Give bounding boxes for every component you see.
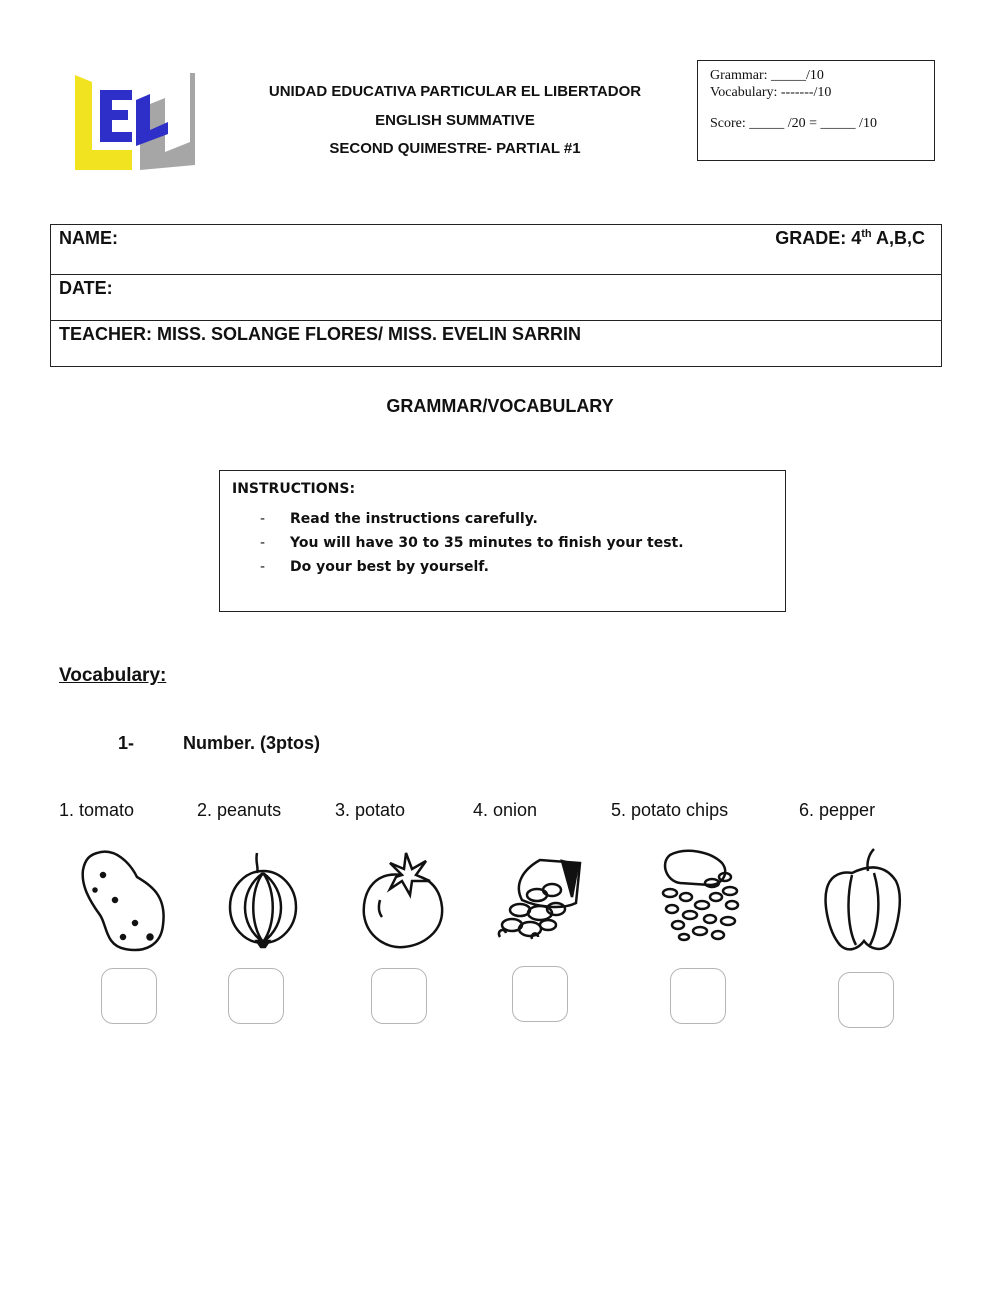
pepper-icon xyxy=(812,845,912,955)
subject-title: ENGLISH SUMMATIVE xyxy=(375,112,535,129)
tomato-icon xyxy=(352,845,452,955)
grammar-score[interactable]: Grammar: _____/10 xyxy=(710,68,824,83)
total-score[interactable]: Score: _____ /20 = _____ /10 xyxy=(710,116,877,131)
date-label: DATE: xyxy=(59,278,113,298)
instructions-title: INSTRUCTIONS: xyxy=(232,481,356,497)
peanuts-icon xyxy=(650,845,750,955)
potato-icon xyxy=(75,845,175,955)
period-title: SECOND QUIMESTRE- PARTIAL #1 xyxy=(329,140,581,157)
svg-text:EL: EL xyxy=(120,180,122,181)
question-number: 1- xyxy=(118,733,135,753)
answer-box-1[interactable] xyxy=(101,968,157,1024)
instruction-item: - You will have 30 to 35 minutes to finish your test. xyxy=(260,535,684,551)
teacher-row xyxy=(51,321,941,366)
instructions-box xyxy=(219,470,786,612)
instruction-item: - Do your best by yourself. xyxy=(260,559,489,575)
word-potato-chips: 5. potato chips xyxy=(611,800,729,820)
school-logo xyxy=(70,70,195,181)
answer-box-3[interactable] xyxy=(371,968,427,1024)
date-row[interactable] xyxy=(51,275,941,321)
onion-icon xyxy=(215,845,315,955)
word-onion: 4. onion xyxy=(473,800,538,820)
answer-box-2[interactable] xyxy=(228,968,284,1024)
score-box xyxy=(697,60,935,161)
word-tomato: 1. tomato xyxy=(59,800,135,820)
teacher-label: TEACHER: MISS. SOLANGE FLORES/ MISS. EVELIN SARRIN xyxy=(59,324,582,344)
word-pepper: 6. pepper xyxy=(799,800,876,820)
name-label: NAME: xyxy=(59,228,118,248)
word-peanuts: 2. peanuts xyxy=(197,800,282,820)
potato-chips-icon xyxy=(492,845,592,955)
student-info-table xyxy=(50,224,942,367)
vocabulary-heading: Vocabulary: xyxy=(59,665,167,686)
word-potato: 3. potato xyxy=(335,800,406,820)
school-name: UNIDAD EDUCATIVA PARTICULAR EL LIBERTADOR xyxy=(268,83,642,100)
grade-label: GRADE: 4th A,B,C xyxy=(775,228,925,248)
answer-box-4[interactable] xyxy=(512,966,568,1022)
answer-box-5[interactable] xyxy=(670,968,726,1024)
instruction-item: - Read the instructions carefully. xyxy=(260,511,538,527)
question-text: Number. (3ptos) xyxy=(183,733,321,753)
section-title: GRAMMAR/VOCABULARY xyxy=(386,396,614,416)
vocabulary-score[interactable]: Vocabulary: -------/10 xyxy=(710,85,832,100)
answer-box-6[interactable] xyxy=(838,972,894,1028)
name-row[interactable] xyxy=(51,225,941,275)
